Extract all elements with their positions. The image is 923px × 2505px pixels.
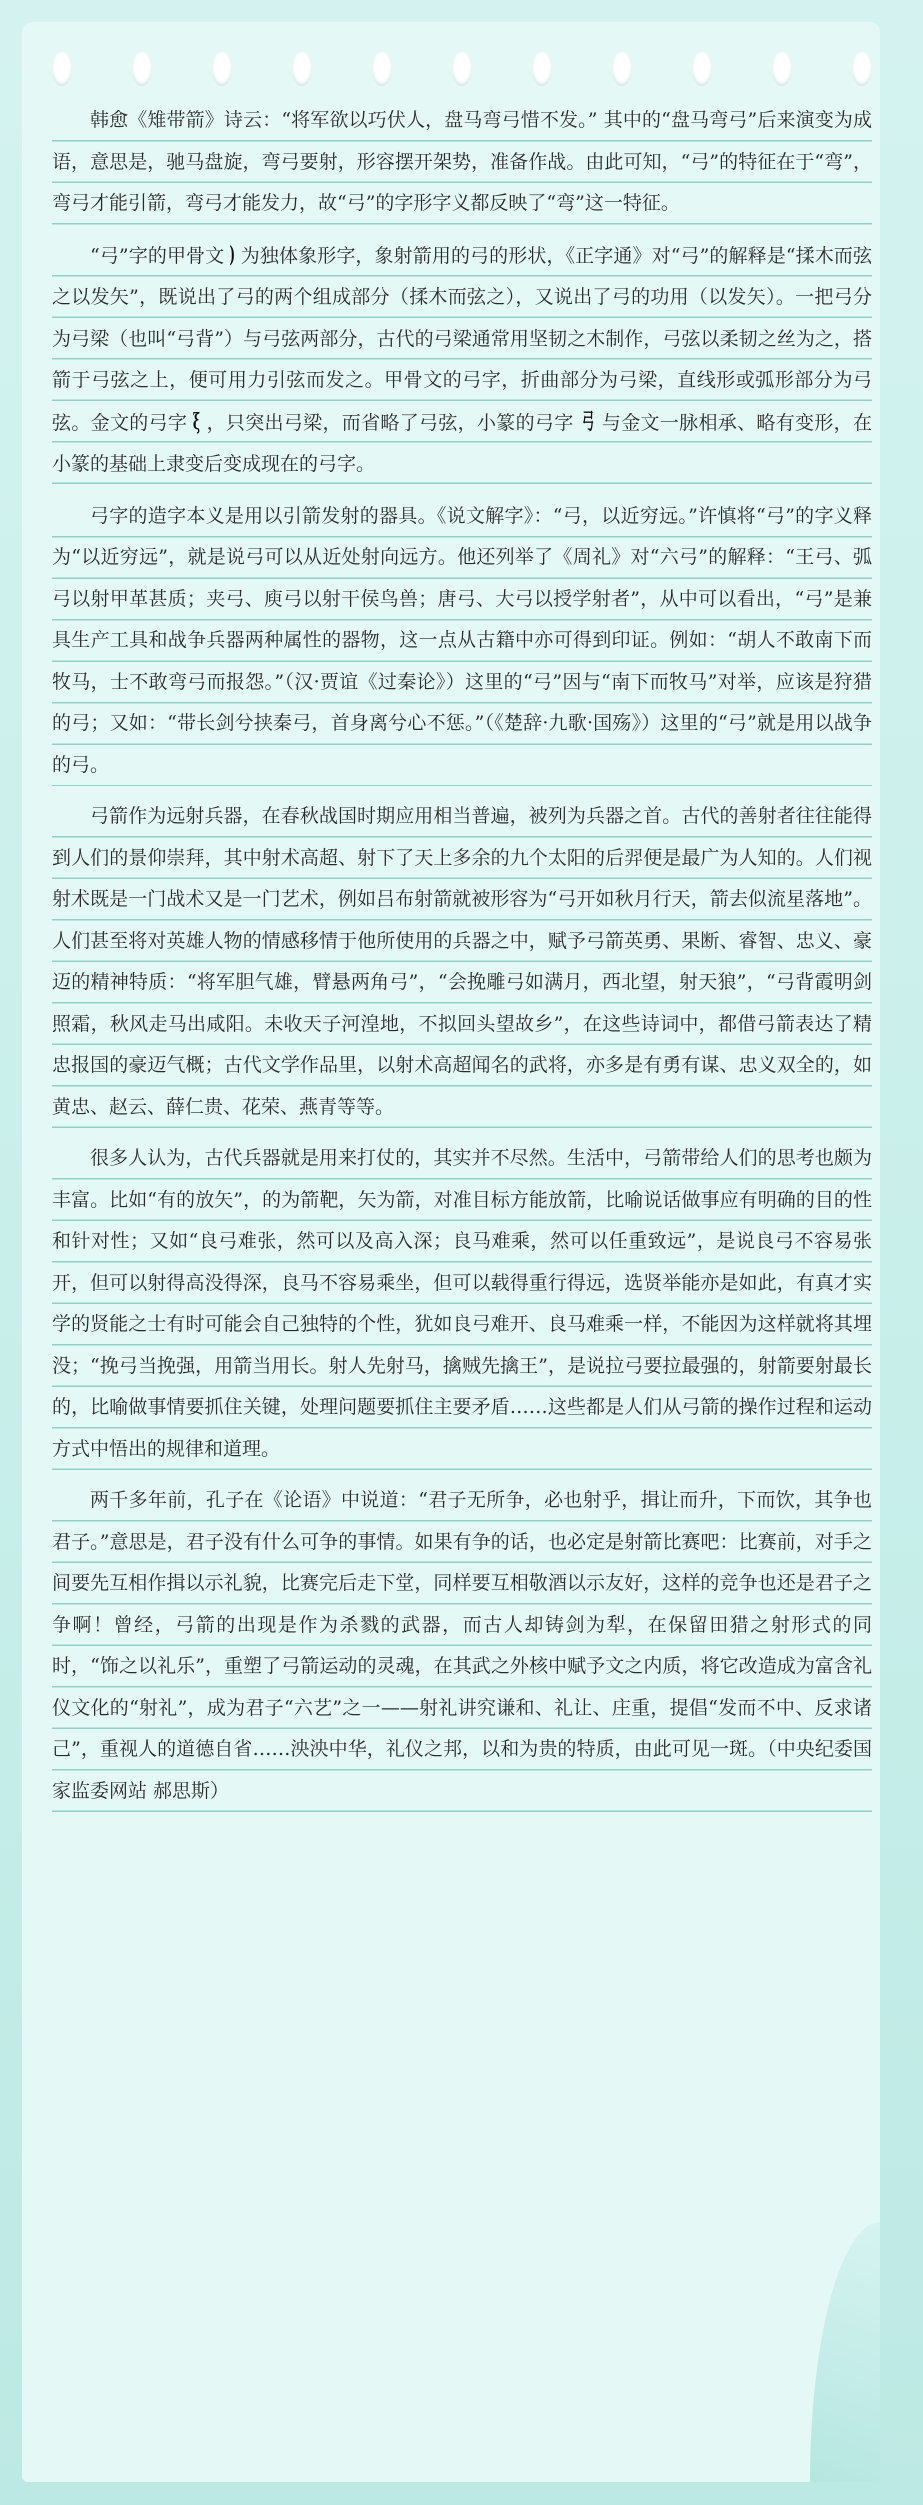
oracle-bone-gong-glyph: ) <box>229 241 236 268</box>
paragraph-6: 两千多年前，孔子在《论语》中说道：“君子无所争，必也射乎，揖让而升，下而饮，其争也君子。”意思是，君子没有什么可争的事情。如果有争的话，也必定是射箭比赛吧：比赛前，对手之间要先互相作揖以示礼貌，比赛完后走下堂，同样要互相敬酒以示友好，这样的竞争也还是君子之争啊！曾经，弓箭的出现是作为杀戮的武器，而古人却铸剑为犁，在保留田猎之射形式的同时，“饰之以礼乐”，重塑了弓箭运动的灵魂，在其武之外核中赋予文之内质，将它改造成为富含礼仪文化的“射礼”，成为君子“六艺”之一——射礼讲究谦和、礼让、庄重，提倡“发而不中、反求诸己”，重视人的道德自省……泱泱中华，礼仪之邦，以和为贵的特质，由此可见一斑。（中央纪委国家监委网站 郝思斯） <box>52 1480 872 1812</box>
paragraph-3: 弓字的造字本义是用以引箭发射的器具。《说文解字》：“弓，以近穷远。”许慎将“弓”的字义释为“以近穷远”，就是说弓可以从近处射向远方。他还列举了《周礼》对“六弓”的解释：“王弓、弧弓以射甲革甚质；夹弓、庾弓以射干侯鸟兽；唐弓、大弓以授学射者”，从中可以看出，“弓”是兼具生产工具和战争兵器两种属性的器物，这一点从古籍中亦可得到印证。例如：“胡人不敢南下而牧马，士不敢弯弓而报怨。”（汉·贾谊《过秦论》）这里的“弓”因与“南下而牧马”对举，应该是狩猎的弓；又如：“带长剑兮挟秦弓，首身离兮心不惩。”（《楚辞·九歌·国殇》）这里的“弓”就是用以战争的弓。 <box>52 496 872 787</box>
paragraph-2-part-4: 与金文一脉相承、略有变形，在小篆的基础上隶变后变成现在的弓字。 <box>52 411 872 475</box>
binder-hole <box>692 52 712 86</box>
binder-hole <box>532 52 552 86</box>
seal-script-gong-glyph: 弓 <box>581 408 594 435</box>
paragraph-2-part-2: 为独体象形字，象射箭用的弓的形状，《正字通》对“弓”的解释是“揉木而弦之以发矢”，既说出了弓的两个组成部分（揉木而弦之），又说出了弓的功用（以发矢）。一把弓分为弓梁（也叫“弓背”）与弓弦两部分，古代的弓梁通常用坚韧之木制作，弓弦以柔韧之丝为之，搭箭于弓弦之上，便可用力引弦而发之。甲骨文的弓字，折曲部分为弓梁，直线形或弧形部分为弓弦。金文的弓字 <box>52 244 872 434</box>
binder-hole <box>212 52 232 86</box>
bronze-script-gong-glyph: ξ <box>193 408 201 435</box>
binder-hole <box>452 52 472 86</box>
binder-hole <box>852 52 872 86</box>
binder-holes <box>52 52 872 92</box>
binder-hole <box>772 52 792 86</box>
paragraph-2-part-3: ，只突出弓梁，而省略了弓弦，小篆的弓字 <box>206 411 574 434</box>
article-body <box>52 100 872 1822</box>
paragraph-2-part-1: “弓”字的甲骨文 <box>90 244 225 267</box>
binder-hole <box>372 52 392 86</box>
paragraph-5: 很多人认为，古代兵器就是用来打仗的，其实并不尽然。生活中，弓箭带给人们的思考也颇为丰富。比如“有的放矢”，的为箭靶，矢为箭，对准目标方能放箭，比喻说话做事应有明确的目的性和针对性；又如“良弓难张，然可以及高入深；良马难乘，然可以任重致远”，是说良弓不容易张开，但可以射得高没得深，良马不容易乘坐，但可以载得重行得远，选贤举能亦是如此，有真才实学的贤能之士有时可能会自己独特的个性，犹如良弓难开、良马难乘一样，不能因为这样就将其埋没；“挽弓当挽强，用箭当用长。射人先射马，擒贼先擒王”，是说拉弓要拉最强的，射箭要射最长的，比喻做事情要抓住关键，处理问题要抓住主要矛盾……这些都是人们从弓箭的操作过程和运动方式中悟出的规律和道理。 <box>52 1138 872 1470</box>
paragraph-4: 弓箭作为远射兵器，在春秋战国时期应用相当普遍，被列为兵器之首。古代的善射者往往能得到人们的景仰崇拜，其中射术高超、射下了天上多余的九个太阳的后羿便是最广为人知的。人们视射术既是一门战术又是一门艺术，例如吕布射箭就被形容为“弓开如秋月行天，箭去似流星落地”。人们甚至将对英雄人物的情感移情于他所使用的兵器之中，赋予弓箭英勇、果断、睿智、忠义、豪迈的精神特质：“将军胆气雄，臂悬两角弓”，“会挽雕弓如满月，西北望，射天狼”，“弓背霞明剑照霜，秋风走马出咸阳。未收天子河湟地，不拟回头望故乡”，在这些诗词中，都借弓箭表达了精忠报国的豪迈气概；古代文学作品里，以射术高超闻名的武将，亦多是有勇有谋、忠义双全的，如黄忠、赵云、薛仁贵、花荣、燕青等等。 <box>52 796 872 1128</box>
binder-hole <box>52 52 72 86</box>
binder-hole <box>132 52 152 86</box>
binder-hole <box>292 52 312 86</box>
paragraph-1: 韩愈《雉带箭》诗云：“将军欲以巧伏人，盘马弯弓惜不发。” 其中的“盘马弯弓”后来演变为成语，意思是，驰马盘旋，弯弓要射，形容摆开架势，准备作战。由此可知，“弓”的特征在于“弯”，弯弓才能引箭，弯弓才能发力，故“弓”的字形字义都反映了“弯”这一特征。 <box>52 100 872 225</box>
binder-hole <box>612 52 632 86</box>
page-curl <box>810 2222 880 2482</box>
paragraph-2 <box>52 235 872 486</box>
